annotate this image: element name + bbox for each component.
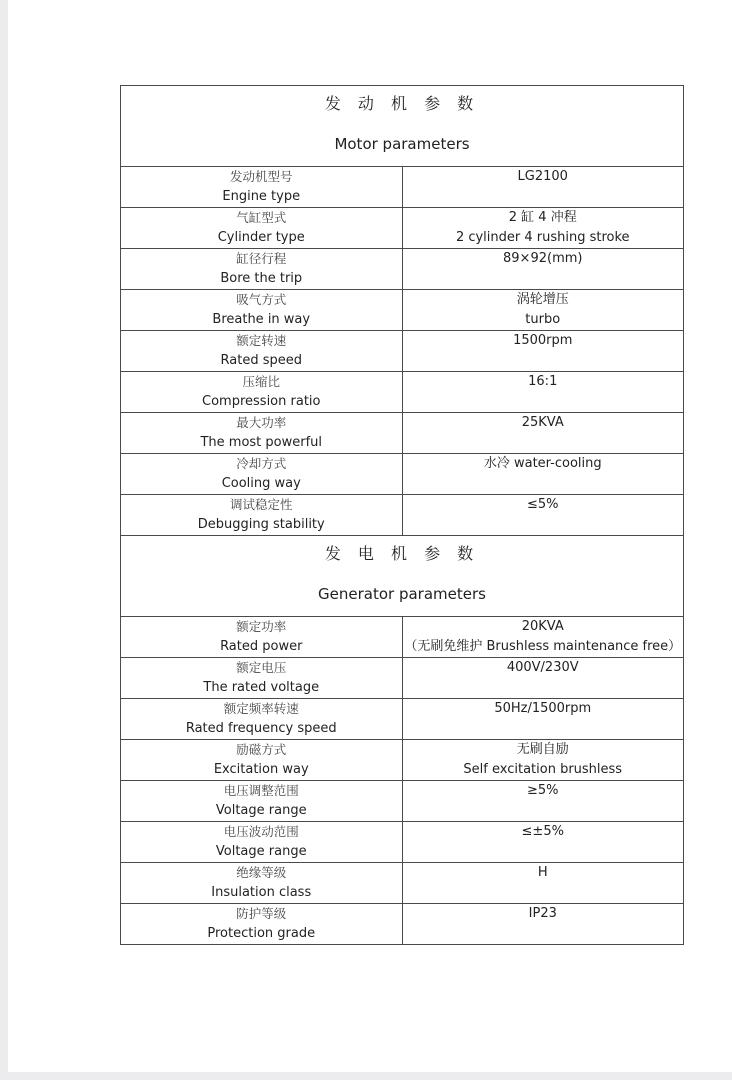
parameter-label-en: Rated frequency speed: [185, 721, 337, 736]
motor-section-title-cn: 发 动 机 参 数: [324, 94, 480, 113]
parameter-value: [402, 863, 684, 904]
motor-section-title-en: Motor parameters: [334, 135, 470, 153]
parameter-label-en: Compression ratio: [202, 394, 321, 409]
parameter-label-en: The rated voltage: [203, 680, 320, 695]
parameter-value: [402, 249, 684, 290]
parameter-label: [121, 658, 403, 699]
parameter-label-cn: 吸气方式: [236, 292, 287, 307]
parameter-value-primary: 1500rpm: [513, 333, 573, 348]
parameter-value: [402, 740, 684, 781]
parameter-label-cn: 最大功率: [236, 415, 287, 430]
table-row: [121, 208, 684, 249]
parameter-value-secondary: （无刷免维护 Brushless maintenance free）: [404, 639, 682, 654]
parameter-label-cn: 发动机型号: [229, 169, 293, 184]
parameter-value-primary: IP23: [528, 906, 557, 921]
parameter-value-primary: 400V/230V: [506, 660, 579, 675]
parameter-value: [402, 822, 684, 863]
motor-section-cell: [121, 86, 684, 167]
parameter-label-en: Voltage range: [215, 844, 307, 859]
parameter-value: [402, 290, 684, 331]
parameter-label-cn: 气缸型式: [236, 210, 287, 225]
table-row: [121, 699, 684, 740]
parameter-value-primary: 50Hz/1500rpm: [494, 701, 592, 716]
parameter-label-cn: 缸径行程: [236, 251, 287, 266]
parameter-label: [121, 740, 403, 781]
parameter-label-cn: 励磁方式: [236, 742, 287, 757]
parameter-value-primary: H: [537, 865, 548, 880]
parameter-label-cn: 额定频率转速: [223, 701, 299, 716]
parameter-value: [402, 454, 684, 495]
parameter-value-primary: 16:1: [528, 374, 558, 389]
table-row: [121, 413, 684, 454]
parameters-table: [120, 85, 684, 945]
parameter-label-cn: 绝缘等级: [236, 865, 287, 880]
parameter-value: [402, 372, 684, 413]
parameter-label: [121, 781, 403, 822]
parameter-label-en: Cylinder type: [217, 230, 305, 245]
parameter-label: [121, 290, 403, 331]
parameter-value-primary: 水冷 water-cooling: [483, 456, 602, 471]
parameter-label-en: Engine type: [222, 189, 301, 204]
parameter-label-cn: 额定电压: [236, 660, 287, 675]
parameter-value-primary: 无刷自励: [516, 742, 569, 757]
parameter-value-primary: ≥5%: [526, 783, 559, 798]
parameter-value-primary: ≤±5%: [521, 824, 564, 839]
parameter-value-secondary: Self excitation brushless: [463, 762, 623, 777]
parameter-label: [121, 822, 403, 863]
parameter-label-en: Debugging stability: [197, 517, 325, 532]
generator-section-title-cn: 发 电 机 参 数: [324, 544, 480, 563]
table-row: [121, 904, 684, 945]
parameter-value: [402, 413, 684, 454]
table-row: [121, 617, 684, 658]
parameter-label: [121, 904, 403, 945]
parameter-label-cn: 电压波动范围: [223, 824, 299, 839]
parameter-value: [402, 699, 684, 740]
parameter-label: [121, 454, 403, 495]
table-row: [121, 822, 684, 863]
parameter-label: [121, 413, 403, 454]
table-row: [121, 658, 684, 699]
parameter-value: [402, 904, 684, 945]
parameter-value: [402, 658, 684, 699]
parameter-value-primary: 25KVA: [521, 415, 564, 430]
table-row: [121, 331, 684, 372]
parameter-label: [121, 495, 403, 536]
parameter-value: [402, 331, 684, 372]
parameter-value: [402, 781, 684, 822]
parameter-label-cn: 调试稳定性: [229, 497, 293, 512]
table-row: [121, 740, 684, 781]
parameter-label: [121, 699, 403, 740]
parameter-label-cn: 冷却方式: [236, 456, 287, 471]
table-row: [121, 372, 684, 413]
parameter-value: [402, 167, 684, 208]
parameter-label-en: Rated power: [220, 639, 303, 654]
parameter-label-cn: 额定功率: [236, 619, 287, 634]
parameter-label: [121, 617, 403, 658]
parameter-label-cn: 额定转速: [236, 333, 287, 348]
parameter-label-en: Cooling way: [221, 476, 301, 491]
parameter-label: [121, 249, 403, 290]
generator-section-header: [121, 536, 684, 617]
parameter-label-en: Protection grade: [207, 926, 316, 941]
parameter-label-cn: 电压调整范围: [223, 783, 299, 798]
parameter-label-en: Breathe in way: [212, 312, 311, 327]
parameter-label: [121, 372, 403, 413]
parameter-value-secondary: 2 cylinder 4 rushing stroke: [455, 230, 630, 245]
parameter-label: [121, 863, 403, 904]
table-row: [121, 495, 684, 536]
parameter-value-primary: 2 缸 4 冲程: [508, 210, 577, 225]
parameter-value-primary: ≤5%: [526, 497, 559, 512]
table-row: [121, 290, 684, 331]
parameter-label: [121, 167, 403, 208]
parameter-value-primary: LG2100: [517, 169, 568, 184]
parameter-label-en: Excitation way: [213, 762, 309, 777]
parameter-value: [402, 208, 684, 249]
table-row: [121, 863, 684, 904]
parameter-value: [402, 617, 684, 658]
table-row: [121, 167, 684, 208]
parameter-label-en: Rated speed: [220, 353, 302, 368]
parameter-label-en: Insulation class: [211, 885, 312, 900]
generator-section-cell: [121, 536, 684, 617]
parameter-value: [402, 495, 684, 536]
parameter-label-en: Bore the trip: [220, 271, 303, 286]
parameter-label-en: Voltage range: [215, 803, 307, 818]
parameter-label: [121, 208, 403, 249]
parameter-label-en: The most powerful: [200, 435, 323, 450]
table-row: [121, 249, 684, 290]
parameter-label-cn: 压缩比: [242, 374, 280, 389]
parameter-value-primary: 20KVA: [521, 619, 564, 634]
parameter-label: [121, 331, 403, 372]
motor-section-header: [121, 86, 684, 167]
generator-section-title-en: Generator parameters: [318, 585, 486, 603]
parameter-value-primary: 89×92(mm): [503, 251, 583, 266]
parameter-value-secondary: turbo: [525, 312, 561, 327]
parameter-value-primary: 涡轮增压: [516, 292, 569, 307]
table-row: [121, 781, 684, 822]
parameter-label-cn: 防护等级: [236, 906, 287, 921]
document-page: [8, 0, 732, 1072]
table-row: [121, 454, 684, 495]
